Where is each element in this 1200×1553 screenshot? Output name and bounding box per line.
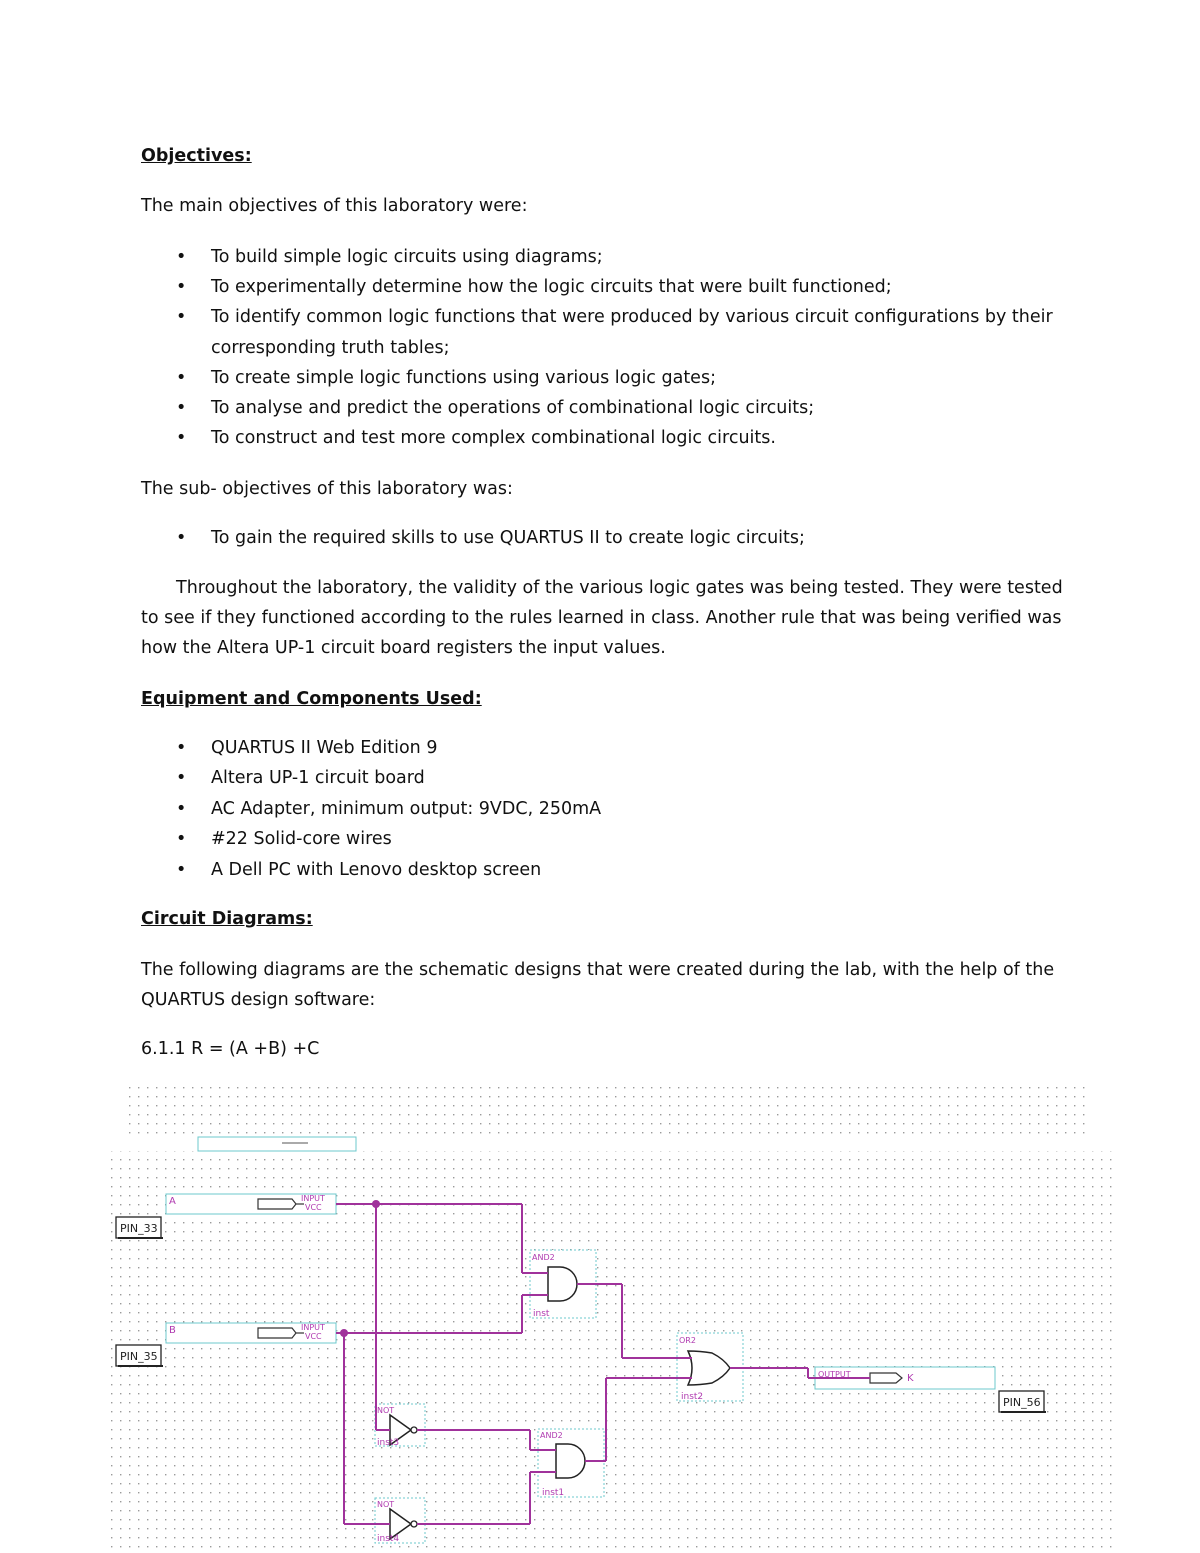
bullet: • [176,307,187,327]
not-gate-inst3-label: inst3 [377,1438,400,1448]
sub-objectives-intro: The sub- objectives of this laboratory was: [141,479,513,499]
not-gate-inst4-type: NOT [377,1500,395,1509]
circuit-heading: Circuit Diagrams: [141,909,313,929]
equipment-item: AC Adapter, minimum output: 9VDC, 250mA [211,799,602,819]
equipment-item: Altera UP-1 circuit board [211,768,425,788]
pin-33-label: PIN_33 [120,1222,158,1235]
bullet: • [176,860,187,880]
bullet: • [176,368,187,388]
and-gate-inst1-label: inst1 [542,1488,565,1498]
equipment-item: A Dell PC with Lenovo desktop screen [211,860,542,880]
objectives-intro: The main objectives of this laboratory were: [141,196,528,216]
objective-item-continued: corresponding truth tables; [211,338,450,358]
equipment-item: #22 Solid-core wires [211,829,392,849]
and-gate-inst-symbol [548,1267,577,1301]
junction-dot [372,1200,380,1208]
or-gate-inst2-type: OR2 [679,1336,696,1345]
paragraph-line: Throughout the laboratory, the validity of the various logic gates was being tested. They were tested [176,578,1063,598]
objective-item: To construct and test more complex combinational logic circuits. [211,428,776,448]
and-gate-inst-label: inst [533,1309,550,1319]
bullet: • [176,768,187,788]
and-gate-inst1-symbol [556,1444,585,1478]
equipment-heading: Equipment and Components Used: [141,689,482,709]
objective-item: To analyse and predict the operations of combinational logic circuits; [211,398,815,418]
bullet: • [176,829,187,849]
output-tag: OUTPUT [818,1370,851,1379]
objective-item: To identify common logic functions that were produced by various circuit configurations by their [211,307,1053,327]
equipment-item: QUARTUS II Web Edition 9 [211,738,438,758]
objectives-heading: Objectives: [141,146,252,166]
objective-item: To experimentally determine how the logic circuits that were built functioned; [211,277,892,297]
output-k-label: K [907,1373,914,1384]
bullet: • [176,247,187,267]
circuit-caption: 6.1.1 R = (A +B) +C [141,1039,320,1059]
not-gate-inst4-label: inst4 [377,1534,400,1544]
not-gate-inst3-type: NOT [377,1406,395,1415]
input-b-vcc: VCC [305,1332,322,1341]
input-a-tag: INPUT [301,1194,325,1203]
bullet: • [176,428,187,448]
or-gate-inst2-label: inst2 [681,1392,704,1402]
bullet: • [176,398,187,418]
pin-56-label: PIN_56 [1003,1396,1041,1409]
bullet: • [176,277,187,297]
grid-top [128,1083,1086,1141]
input-a-label: A [169,1196,176,1207]
bullet: • [176,528,187,548]
objective-item: To create simple logic functions using various logic gates; [211,368,716,388]
schematic-diagram [0,1075,1200,1553]
paragraph-line: to see if they functioned according to the rules learned in class. Another rule that was being verified was [141,608,1062,628]
sub-objective-item: To gain the required skills to use QUARTUS II to create logic circuits; [211,528,805,548]
input-a-vcc: VCC [305,1203,322,1212]
bullet: • [176,799,187,819]
input-b-tag: INPUT [301,1323,325,1332]
bullet: • [176,738,187,758]
input-b-label: B [169,1325,176,1336]
paragraph-line: how the Altera UP-1 circuit board registers the input values. [141,638,666,658]
objective-item: To build simple logic circuits using diagrams; [211,247,603,267]
pin-35-label: PIN_35 [120,1350,158,1363]
circuit-text-line: The following diagrams are the schematic designs that were created during the lab, with the help of the [141,960,1055,980]
and-gate-inst-type: AND2 [532,1253,555,1262]
circuit-text-line: QUARTUS design software: [141,990,376,1010]
and-gate-inst1-type: AND2 [540,1431,563,1440]
junction-dot [340,1329,348,1337]
